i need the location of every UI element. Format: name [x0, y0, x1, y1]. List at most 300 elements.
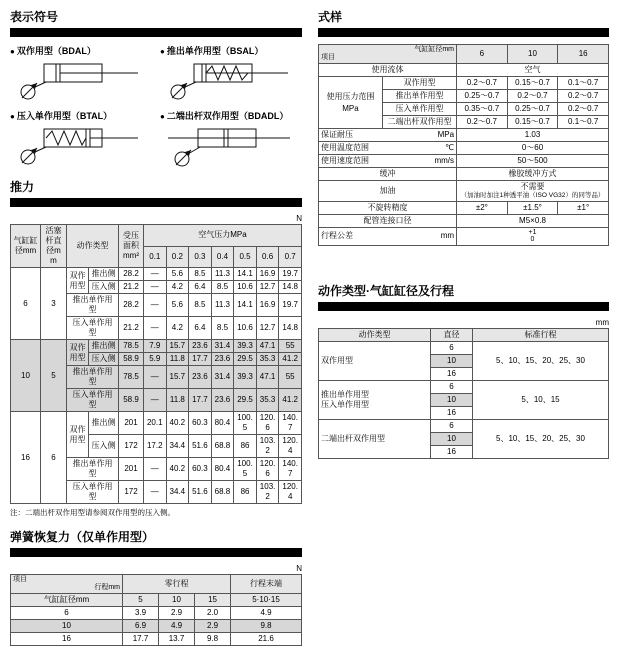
value-cell: 0.2～0.7 [507, 90, 558, 103]
value-cell: 40.2 [166, 458, 189, 481]
value-cell: 31.4 [211, 340, 234, 353]
value-cell: 120.6 [256, 412, 279, 435]
spring-corner-cell [11, 575, 123, 594]
value-cell: 51.6 [189, 481, 212, 504]
value-cell: 41.2 [279, 389, 302, 412]
value-cell: 6.4 [189, 281, 212, 294]
spec-value: 橡胶缓冲方式 [457, 168, 609, 181]
strokes-header-row [319, 328, 609, 341]
value-cell: 60.3 [189, 458, 212, 481]
spring-row [11, 620, 302, 633]
value-cell: 5.6 [166, 268, 189, 281]
value-cell: 0.35～0.7 [457, 103, 508, 116]
value-cell: 10.6 [234, 281, 257, 294]
value-cell: 140.7 [279, 412, 302, 435]
value-cell: 2.0 [195, 607, 231, 620]
bdal-cylinder-symbol-icon [12, 59, 144, 103]
value-cell: 0.1～0.7 [558, 116, 609, 129]
spec-label: 加油 [319, 181, 457, 202]
area-cell: 201 [119, 412, 144, 435]
value-cell: — [144, 281, 167, 294]
value-cell: 39.3 [234, 340, 257, 353]
spec-row-lubrication [319, 181, 609, 202]
value-cell: 0.15～0.7 [507, 116, 558, 129]
bullet-icon: ● [160, 112, 165, 121]
spring-row [11, 633, 302, 646]
thrust-section-title: 推力 [10, 180, 35, 194]
bsal-cylinder-symbol-icon [162, 59, 294, 103]
spring-unit-label: N [296, 564, 302, 573]
area-cell: 58.9 [119, 353, 144, 366]
col-header-area: 受压面积mm² [119, 225, 144, 268]
rod-cell: 5 [41, 340, 67, 412]
bore-cell: 10 [11, 340, 41, 412]
value-cell: 120.4 [279, 435, 302, 458]
lube-main-value: 不需要 [520, 182, 545, 192]
action-type-cell: 双作用型 [67, 412, 89, 458]
spec-label: 不旋转精度 [319, 201, 457, 214]
value-cell: 4.2 [166, 281, 189, 294]
spec-row-rotation [319, 201, 609, 214]
value-cell: 8.5 [189, 268, 212, 281]
value-cell: 12.7 [256, 281, 279, 294]
value-cell: 100.5 [234, 412, 257, 435]
value-cell: 9.8 [195, 633, 231, 646]
value-cell: — [144, 389, 167, 412]
label-unit: mm [440, 231, 455, 241]
value-cell: 23.6 [211, 353, 234, 366]
value-cell: 34.4 [166, 435, 189, 458]
area-cell: 172 [119, 481, 144, 504]
spec-row-fluid [319, 64, 609, 77]
section-bar [10, 28, 302, 37]
action-label: 推出单作用型 [321, 389, 369, 399]
symbol-bdadl [160, 109, 302, 168]
value-cell: 0.2 [166, 246, 189, 268]
value-cell: 0.15～0.7 [507, 77, 558, 90]
side-cell: 推出侧 [89, 340, 119, 353]
value-cell: 14.1 [234, 294, 257, 317]
spec-row-pressure [319, 77, 609, 90]
value-cell: ±1° [558, 201, 609, 214]
value-cell: 41.2 [279, 353, 302, 366]
value-cell: 8.5 [189, 294, 212, 317]
spec-row-speed [319, 155, 609, 168]
label-unit: mm/s [434, 156, 455, 166]
value-cell: 16 [558, 45, 609, 64]
bullet-icon: ● [160, 47, 165, 56]
col-header-action: 动作类型 [319, 328, 431, 341]
spring-table [10, 574, 302, 646]
bullet-icon: ● [10, 112, 15, 121]
value-cell: 29.5 [234, 389, 257, 412]
spec-value [457, 227, 609, 245]
value-cell: 8.5 [211, 317, 234, 340]
strokes-unit-label: mm [595, 317, 609, 327]
value-cell: ±2° [457, 201, 508, 214]
side-cell: 压入侧 [89, 435, 119, 458]
thrust-row [11, 268, 302, 281]
value-cell: 0.7 [279, 246, 302, 268]
symbols-section-title: 表示符号 [10, 10, 59, 24]
value-cell: 80.4 [211, 458, 234, 481]
spec-sublabel: 双作用型 [383, 77, 457, 90]
value-cell: 3.9 [123, 607, 159, 620]
spec-label [319, 142, 457, 155]
value-cell: 55 [279, 340, 302, 353]
spec-label-pressure-range [319, 77, 383, 129]
action-label: 二端出杆双作用型 [321, 433, 385, 443]
value-cell: 120.4 [279, 481, 302, 504]
action-label: 压入单作用型 [321, 399, 369, 409]
bore-cell: 6 [431, 419, 473, 432]
value-cell: 15 [195, 594, 231, 607]
bore-cell: 6 [11, 607, 123, 620]
action-type-cell: 推出单作用型 [67, 366, 119, 389]
value-cell: 0.6 [256, 246, 279, 268]
strokes-section-title: 动作类型·气缸缸径及行程 [318, 283, 454, 298]
value-cell: 9.8 [231, 620, 302, 633]
value-cell: 0.3 [189, 246, 212, 268]
action-type-cell: 压入单作用型 [67, 389, 119, 412]
value-cell: 80.4 [211, 412, 234, 435]
value-cell: — [144, 268, 167, 281]
thrust-header-row [11, 225, 302, 247]
symbol-btal [10, 109, 160, 168]
spec-label: 缓冲 [319, 168, 457, 181]
thrust-row [11, 340, 302, 353]
value-cell: 17.7 [123, 633, 159, 646]
value-cell: 16.9 [256, 268, 279, 281]
bore-cell: 10 [431, 354, 473, 367]
spec-value: 50～500 [457, 155, 609, 168]
value-cell: 11.3 [211, 268, 234, 281]
label-text: 使用速度范围 [321, 156, 369, 166]
value-cell: 21.6 [231, 633, 302, 646]
value-cell: 29.5 [234, 353, 257, 366]
value-cell: 0.2～0.7 [457, 116, 508, 129]
rod-cell: 3 [41, 268, 67, 340]
spec-label [319, 129, 457, 142]
action-type-cell [319, 380, 431, 419]
value-cell: 5·10·15 [231, 594, 302, 607]
symbol-bdal-label-row [10, 44, 160, 57]
spring-subheader-row [11, 594, 302, 607]
value-cell: 103.2 [256, 435, 279, 458]
value-cell: 40.2 [166, 412, 189, 435]
value-cell: 8.5 [211, 281, 234, 294]
area-cell: 21.2 [119, 281, 144, 294]
value-cell: 14.1 [234, 268, 257, 281]
col-header-bore: 气缸缸径mm [11, 225, 41, 268]
specs-header-row [319, 45, 609, 64]
value-cell: 10.6 [234, 317, 257, 340]
value-cell: 19.7 [279, 294, 302, 317]
value-cell: 86 [234, 481, 257, 504]
spec-label: 配管连接口径 [319, 214, 457, 227]
corner-item-label: 项目 [13, 576, 27, 583]
pressure-range-unit: MPa [342, 103, 359, 113]
value-cell: 60.3 [189, 412, 212, 435]
symbols-grid [10, 44, 302, 168]
label-unit: ℃ [445, 143, 455, 153]
label-unit: MPa [437, 130, 455, 140]
spec-label: 使用流体 [319, 64, 457, 77]
label-text: 保证耐压 [321, 130, 353, 140]
tolerance-lower: 0 [530, 236, 535, 244]
value-cell: 17.7 [189, 353, 212, 366]
spec-value: 0～60 [457, 142, 609, 155]
spec-value: 空气 [457, 64, 609, 77]
value-cell: 17.2 [144, 435, 167, 458]
value-cell: 51.6 [189, 435, 212, 458]
spec-value: 1.03 [457, 129, 609, 142]
value-cell: — [144, 481, 167, 504]
col-header-bore: 直径 [431, 328, 473, 341]
area-cell: 78.5 [119, 366, 144, 389]
symbol-label: 二端出杆双作用型（BDADL） [166, 111, 289, 121]
action-type-cell [319, 419, 431, 458]
area-cell: 172 [119, 435, 144, 458]
spec-sublabel: 二端出杆双作用型 [383, 116, 457, 129]
spring-header-row [11, 575, 302, 594]
corner-stroke-label: 行程mm [94, 584, 120, 592]
value-cell: 55 [279, 366, 302, 389]
value-cell: 100.5 [234, 458, 257, 481]
stroke-cell: 5、10、15 [473, 380, 609, 419]
spec-row-cushion [319, 168, 609, 181]
spec-row-proof-pressure [319, 129, 609, 142]
value-cell: 11.3 [211, 294, 234, 317]
value-cell: 12.7 [256, 317, 279, 340]
value-cell: 35.3 [256, 353, 279, 366]
value-cell: 7.9 [144, 340, 167, 353]
bore-cell: 10 [11, 620, 123, 633]
spec-label [319, 155, 457, 168]
value-cell: 2.9 [195, 620, 231, 633]
symbol-bdal [10, 44, 160, 103]
spec-row-stroke-tolerance [319, 227, 609, 245]
value-cell: 4.9 [231, 607, 302, 620]
section-bar [10, 198, 302, 207]
spec-sublabel: 压入单作用型 [383, 103, 457, 116]
value-cell: 15.7 [166, 366, 189, 389]
section-bar [318, 302, 609, 311]
value-cell: ±1.5° [507, 201, 558, 214]
area-cell: 21.2 [119, 317, 144, 340]
spring-row [11, 607, 302, 620]
left-column [10, 8, 302, 656]
side-cell: 推出侧 [89, 412, 119, 435]
strokes-section [318, 282, 609, 459]
value-cell: 103.2 [256, 481, 279, 504]
value-cell: 19.7 [279, 268, 302, 281]
bore-cell: 16 [11, 633, 123, 646]
value-cell: 0.2～0.7 [558, 90, 609, 103]
value-cell: 10 [507, 45, 558, 64]
action-type-cell: 压入单作用型 [67, 481, 119, 504]
value-cell: 16.9 [256, 294, 279, 317]
value-cell: 0.25～0.7 [507, 103, 558, 116]
value-cell: 0.25～0.7 [457, 90, 508, 103]
section-bar [318, 28, 609, 37]
spec-value [457, 181, 609, 202]
thrust-section [10, 178, 302, 518]
col-header-pressure: 空气压力MPa [144, 225, 302, 247]
symbol-label: 推出单作用型（BSAL） [166, 46, 264, 56]
lube-sub-value: （加油时加注1种透平油（ISO VG32）的同等品） [460, 192, 605, 200]
side-cell: 压入侧 [89, 281, 119, 294]
spec-sublabel: 推出单作用型 [383, 90, 457, 103]
area-cell: 78.5 [119, 340, 144, 353]
corner-bore-label: 气缸缸径mm [414, 46, 455, 53]
spring-section-title: 弹簧恢复力（仅单作用型） [10, 530, 155, 544]
stroke-row [319, 380, 609, 393]
label-text: 使用温度范围 [321, 143, 369, 153]
specs-section-title: 式样 [318, 10, 343, 24]
symbols-section [10, 8, 302, 168]
value-cell: 68.8 [211, 435, 234, 458]
symbol-btal-label-row [10, 109, 160, 122]
thrust-unit-label: N [296, 214, 302, 223]
rod-cell: 6 [41, 412, 67, 504]
value-cell: 39.3 [234, 366, 257, 389]
spring-section [10, 528, 302, 646]
value-cell: 0.4 [211, 246, 234, 268]
side-cell: 推出侧 [89, 268, 119, 281]
specs-corner-cell [319, 45, 457, 64]
value-cell: 4.2 [166, 317, 189, 340]
area-cell: 201 [119, 458, 144, 481]
corner-item-label: 项目 [321, 54, 335, 62]
value-cell: 34.4 [166, 481, 189, 504]
value-cell: 13.7 [159, 633, 195, 646]
value-cell: 140.7 [279, 458, 302, 481]
strokes-table [318, 328, 609, 459]
col-header-rod: 活塞杆直径mm [41, 225, 67, 268]
value-cell: 14.8 [279, 317, 302, 340]
value-cell: — [144, 317, 167, 340]
action-type-cell: 压入单作用型 [67, 317, 119, 340]
symbol-bsal-label-row [160, 44, 302, 57]
col-header-action: 动作类型 [67, 225, 119, 268]
area-cell: 28.2 [119, 294, 144, 317]
specs-section [318, 8, 609, 246]
specs-table [318, 44, 609, 246]
stroke-cell: 5、10、15、20、25、30 [473, 341, 609, 380]
thrust-row [11, 412, 302, 435]
right-column [318, 8, 609, 656]
value-cell: 31.4 [211, 366, 234, 389]
spec-label [319, 227, 457, 245]
col-header-stroke-end: 行程末端 [231, 575, 302, 594]
area-cell: 28.2 [119, 268, 144, 281]
bore-cell: 6 [431, 380, 473, 393]
value-cell: 0.1～0.7 [558, 77, 609, 90]
value-cell: 86 [234, 435, 257, 458]
bore-cell: 16 [431, 406, 473, 419]
label-text: 行程公差 [321, 231, 353, 241]
value-cell: 6.9 [123, 620, 159, 633]
bore-cell: 6 [11, 268, 41, 340]
stroke-row [319, 341, 609, 354]
bore-cell: 16 [431, 367, 473, 380]
value-cell: 2.9 [159, 607, 195, 620]
value-cell: 5 [123, 594, 159, 607]
bdadl-cylinder-symbol-icon [162, 124, 294, 168]
action-label: 双作用型 [321, 355, 353, 365]
value-cell: 35.3 [256, 389, 279, 412]
value-cell: 17.7 [189, 389, 212, 412]
stroke-cell: 5、10、15、20、25、30 [473, 419, 609, 458]
spec-value: M5×0.8 [457, 214, 609, 227]
tolerance-upper: +1 [528, 228, 537, 236]
value-cell: 15.7 [166, 340, 189, 353]
action-type-cell [319, 341, 431, 380]
value-cell: — [144, 294, 167, 317]
symbol-bdadl-label-row [160, 109, 302, 122]
value-cell: — [144, 458, 167, 481]
bore-cell: 10 [431, 393, 473, 406]
symbol-label: 双作用型（BDAL） [16, 46, 96, 56]
bore-cell: 10 [431, 432, 473, 445]
value-cell: 23.6 [211, 389, 234, 412]
value-cell: 47.1 [256, 340, 279, 353]
value-cell: 6 [457, 45, 508, 64]
value-cell: 14.8 [279, 281, 302, 294]
area-cell: 58.9 [119, 389, 144, 412]
value-cell: 5.9 [144, 353, 167, 366]
value-cell: 23.6 [189, 340, 212, 353]
stroke-tolerance-value [459, 229, 606, 244]
action-type-cell: 推出单作用型 [67, 458, 119, 481]
bore-cell: 16 [11, 412, 41, 504]
bullet-icon: ● [10, 47, 15, 56]
action-type-cell: 双作用型 [67, 340, 89, 366]
bore-cell: 16 [431, 445, 473, 458]
symbol-label: 压入单作用型（BTAL） [16, 111, 113, 121]
value-cell: 0.2～0.7 [558, 103, 609, 116]
value-cell: 4.9 [159, 620, 195, 633]
spec-row-temperature [319, 142, 609, 155]
thrust-note: 注：二端出杆双作用型请参阅双作用型的压入侧。 [10, 508, 175, 517]
value-cell: 10 [159, 594, 195, 607]
action-type-cell: 推出单作用型 [67, 294, 119, 317]
value-cell: 0.1 [144, 246, 167, 268]
value-cell: 23.6 [189, 366, 212, 389]
col-header-zero-stroke: 零行程 [123, 575, 231, 594]
value-cell: 6.4 [189, 317, 212, 340]
value-cell: 11.8 [166, 389, 189, 412]
value-cell: 5.6 [166, 294, 189, 317]
pressure-range-label: 使用压力范围 [326, 91, 375, 101]
value-cell: 11.8 [166, 353, 189, 366]
thrust-table [10, 224, 302, 504]
col-header-stroke: 标准行程 [473, 328, 609, 341]
value-cell: 120.6 [256, 458, 279, 481]
value-cell: 47.1 [256, 366, 279, 389]
spec-row-port [319, 214, 609, 227]
bore-cell: 6 [431, 341, 473, 354]
value-cell: 68.8 [211, 481, 234, 504]
value-cell: 0.2～0.7 [457, 77, 508, 90]
value-cell: 20.1 [144, 412, 167, 435]
action-type-cell: 双作用型 [67, 268, 89, 294]
section-bar [10, 548, 302, 557]
btal-cylinder-symbol-icon [12, 124, 144, 168]
side-cell: 压入侧 [89, 353, 119, 366]
symbol-bsal [160, 44, 302, 103]
